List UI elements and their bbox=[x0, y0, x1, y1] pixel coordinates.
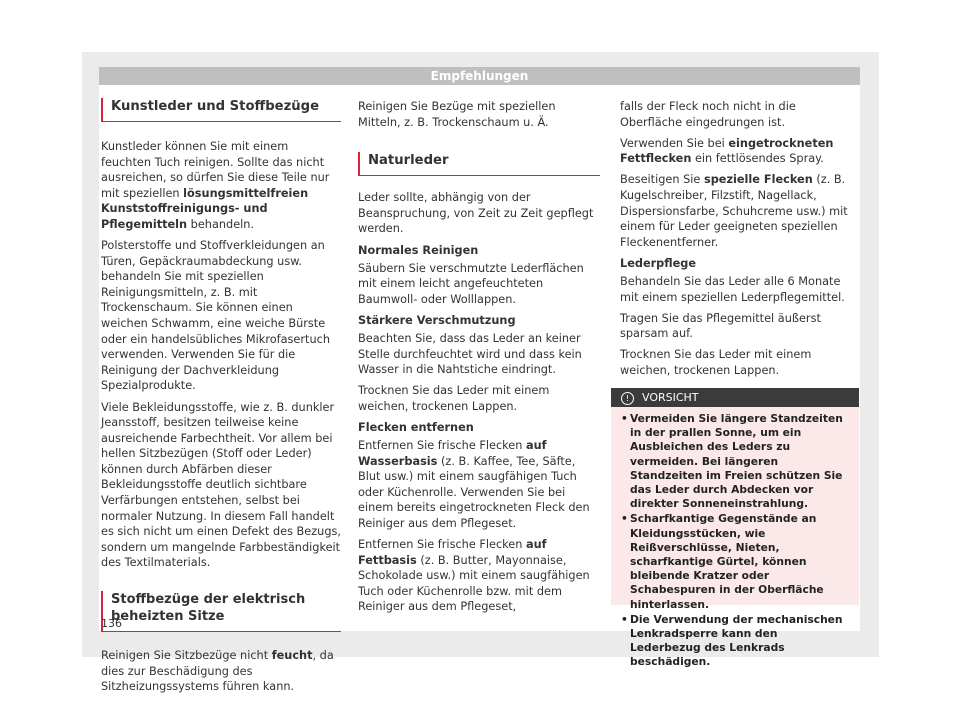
paragraph: Behandeln Sie das Leder alle 6 Monate mit einem speziellen Lederpflegemittel. bbox=[620, 274, 845, 304]
text-run: behandeln. bbox=[187, 217, 255, 231]
paragraph bbox=[358, 537, 600, 615]
caution-item: • Vermeiden Sie längere Standzeiten in der prallen Sonne, um ein Ausbleichen des Leders zu vermeiden. Bei längeren Standzeiten im Freien schützen Sie das Leder durch Abdecken vor direkter Sonneneinstrahlung. bbox=[621, 412, 851, 511]
subheading: Flecken entfernen bbox=[358, 421, 474, 435]
subheading: Lederpflege bbox=[620, 257, 697, 271]
text-run: Kunstleder können Sie mit einem feuchten Tuch reinigen. Sollte das nicht ausreichen, so dürfen Sie diese Teile nur mit speziellen bbox=[101, 140, 330, 200]
bold-text: lösungsmittelfreien Kunststoffreinigungs- und Pflegemitteln bbox=[101, 186, 309, 231]
paragraph bbox=[620, 172, 858, 250]
paragraph: Säubern Sie verschmutzte Lederflächen mit einem leicht angefeuchteten Baumwoll- oder Wolllappen. bbox=[358, 261, 584, 306]
text-run: , da dies zur Beschädigung des Sitzheizungssystems führen kann. bbox=[101, 649, 334, 694]
heading-kunstleder: Kunstleder und Stoffbezüge bbox=[101, 98, 341, 122]
text-run: ein fettlösendes Spray. bbox=[691, 152, 824, 166]
caution-body bbox=[611, 407, 859, 669]
heading-naturleder: Naturleder bbox=[358, 152, 600, 176]
subheading: Normales Reinigen bbox=[358, 243, 479, 257]
subheading: Stärkere Verschmutzung bbox=[358, 314, 516, 328]
caution-item: • Die Verwendung der mechanischen Lenkradsperre kann den Lederbezug des Lenkrads beschädigen. bbox=[621, 613, 851, 670]
right-column bbox=[620, 99, 858, 384]
text-run: (z. B. Kaffee, Tee, Säfte, Blut usw.) mit einem saugfähigen Tuch oder Küchenrolle. Verwenden Sie bei einem bereits eingetrockneten Fleck den Reiniger aus dem Pflegeset. bbox=[358, 454, 590, 530]
bold-text: auf Fettbasis bbox=[358, 538, 547, 567]
paragraph: Trocknen Sie das Leder mit einem weichen, trockenen Lappen. bbox=[620, 348, 812, 377]
text-run: Entfernen Sie frische Flecken bbox=[358, 439, 527, 452]
bold-text: auf Wasserbasis bbox=[358, 439, 547, 468]
caution-title: VORSICHT bbox=[642, 391, 699, 404]
paragraph: Polsterstoffe und Stoffverkleidungen an Türen, Gepäckraumabdeckung usw. behandeln Sie mit speziellen Reinigungsmitteln, z. B. mit Trockenschaum. Sie können einen weichen Schwamm, eine weiche Bürste oder ein handelsübliches Mikrofasertuch verwenden. Verwenden Sie für die Reinigung der Dachverkleidung Spezialprodukte. bbox=[101, 239, 330, 393]
left-column bbox=[101, 98, 341, 700]
text-run: Entfernen Sie frische Flecken bbox=[358, 538, 527, 552]
caution-header bbox=[611, 388, 859, 407]
paragraph: Leder sollte, abhängig von der Beanspruchung, von Zeit zu Zeit gepflegt werden. bbox=[358, 191, 594, 236]
bold-text: feucht bbox=[271, 649, 313, 663]
paragraph: Reinigen Sie Bezüge mit speziellen Mitteln, z. B. Trockenschaum u. Ä. bbox=[358, 100, 556, 129]
paragraph: Trocknen Sie das Leder mit einem weichen, trockenen Lappen. bbox=[358, 384, 550, 413]
section-header: Empfehlungen bbox=[99, 67, 860, 85]
text-run: Beseitigen Sie bbox=[620, 173, 704, 187]
caution-box bbox=[611, 388, 859, 669]
bold-text: eingetrockneten Fettflecken bbox=[620, 136, 834, 166]
paragraph: Viele Bekleidungsstoffe, wie z. B. dunkler Jeansstoff, besitzen teilweise keine ausreichende Farbechtheit. Vor allem bei hellen Sitzbezügen (Stoff oder Leder) können durch Abfärben dieser Bekleidungsstoffe deutlich sichtbare Verfärbungen entstehen, selbst bei normaler Nutzung. In diesem Fall handelt es sich nicht um einen Defekt des Bezugs, sondern um mangelnde Farbbeständigkeit des Textilmaterials. bbox=[101, 400, 341, 570]
middle-column bbox=[358, 99, 600, 621]
info-icon: ! bbox=[621, 392, 634, 405]
text-run: Verwenden Sie bei bbox=[620, 136, 729, 150]
heading-stoffbezuege: Stoffbezüge der elektrisch beheizten Sitze bbox=[101, 591, 341, 632]
page-number: 136 bbox=[101, 617, 122, 630]
text-run: Reinigen Sie Sitzbezüge nicht bbox=[101, 649, 272, 663]
paragraph: Beachten Sie, dass das Leder an keiner Stelle durchfeuchtet wird und dass kein Wasser in die Nahtstiche eindringt. bbox=[358, 331, 582, 377]
text-run: (z. B. Butter, Mayonnaise, Schokolade usw.) mit einem saugfähigen Tuch oder Küchenrolle bzw. mit dem Reiniger aus dem Pflegeset, bbox=[358, 553, 590, 614]
bold-text: spezielle Flecken bbox=[703, 173, 813, 187]
paragraph bbox=[101, 139, 341, 233]
text-run: (z. B. Kugelschreiber, Filzstift, Nagellack, Dispersionsfarbe, Schuhcreme usw.) mit einem für Leder geeigneten speziellen Fleckenentferner. bbox=[620, 173, 848, 249]
paragraph: Tragen Sie das Pflegemittel äußerst sparsam auf. bbox=[620, 311, 821, 341]
paragraph: falls der Fleck noch nicht in die Oberfläche eingedrungen ist. bbox=[620, 100, 796, 129]
caution-item: • Scharfkantige Gegenstände an Kleidungsstücken, wie Reißverschlüsse, Nieten, scharfkantige Gürtel, können bleibende Kratzer oder Schabespuren in der Oberfläche hinterlassen. bbox=[621, 512, 851, 611]
paragraph bbox=[358, 438, 600, 532]
paragraph bbox=[101, 648, 341, 695]
paragraph bbox=[620, 136, 858, 167]
